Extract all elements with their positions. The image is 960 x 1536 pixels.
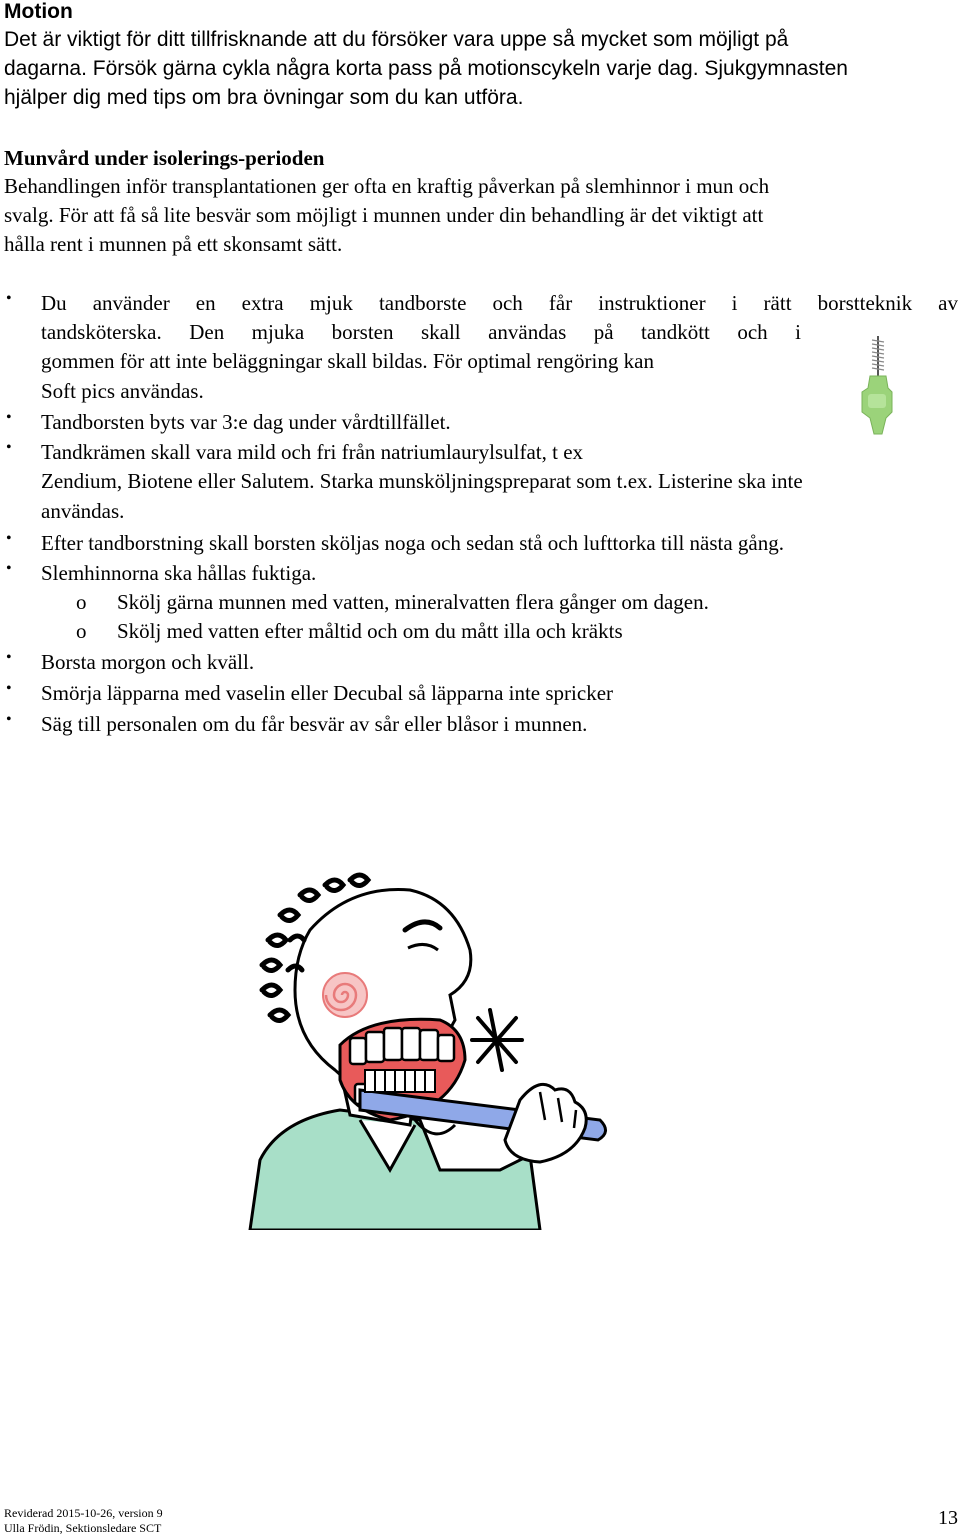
footer-revision: Reviderad 2015-10-26, version 9 xyxy=(4,1506,163,1520)
munvard-line-1: Behandlingen inför transplantationen ger ofta en kraftig påverkan på slemhinnor i mun och xyxy=(4,174,770,198)
bullet-3-line-1: Tandkrämen skall vara mild och fri från natriumlaurylsulfat, t ex xyxy=(41,440,584,464)
sub-marker: o xyxy=(76,619,87,643)
list-item xyxy=(0,560,960,586)
motion-line-2: dagarna. Försök gärna cykla några korta pass på motionscykeln varje dag. Sjukgymnasten xyxy=(4,57,848,80)
sub-item-1-text: Skölj gärna munnen med vatten, mineralvatten flera gånger om dagen. xyxy=(117,590,709,614)
bullet-marker: • xyxy=(6,290,12,307)
sub-list-item xyxy=(0,618,960,644)
bullet-5-text: Slemhinnorna ska hållas fuktiga. xyxy=(41,561,317,585)
bullet-marker: • xyxy=(6,711,12,728)
bullet-1-line-3: gommen för att inte beläggningar skall bildas. För optimal rengöring kan xyxy=(41,349,654,373)
munvard-line-3: hålla rent i munnen på ett skonsamt sätt. xyxy=(4,232,343,256)
sub-marker: o xyxy=(76,590,87,614)
munvard-heading: Munvård under isolerings-perioden xyxy=(4,146,325,170)
bullet-3-line-3: användas. xyxy=(41,499,125,523)
bullet-2-text: Tandborsten byts var 3:e dag under vårdtillfället. xyxy=(41,410,451,434)
bullet-marker: • xyxy=(6,530,12,547)
bullet-marker: • xyxy=(6,649,12,666)
motion-line-3: hjälper dig med tips om bra övningar som du kan utföra. xyxy=(4,86,524,109)
list-item xyxy=(0,530,960,556)
bullet-marker: • xyxy=(6,680,12,697)
list-item xyxy=(0,290,960,316)
list-item xyxy=(0,680,960,706)
brushing-teeth-illustration xyxy=(240,870,630,1230)
bullet-1-line-1: Du använder en extra mjuk tandborste och får instruktioner i rätt borstteknik av xyxy=(41,291,958,315)
bullet-3-line-2: Zendium, Biotene eller Salutem. Starka munsköljningspreparat som t.ex. Listerine ska inte xyxy=(41,469,803,493)
sub-list-item xyxy=(0,589,960,615)
page-number: 13 xyxy=(938,1507,958,1529)
bullet-marker: • xyxy=(6,439,12,456)
list-item xyxy=(0,439,960,465)
list-item xyxy=(0,711,960,737)
bullet-8-text: Säg till personalen om du får besvär av sår eller blåsor i munnen. xyxy=(41,712,588,736)
bullet-marker: • xyxy=(6,409,12,426)
bullet-6-text: Borsta morgon och kväll. xyxy=(41,650,255,674)
list-item xyxy=(0,649,960,675)
bullet-4-text: Efter tandborstning skall borsten sköljas noga och sedan stå och lufttorka till nästa gång. xyxy=(41,531,784,555)
bullet-1-line-4: Soft pics användas. xyxy=(41,379,204,403)
bullet-7-text: Smörja läpparna med vaselin eller Decubal så läpparna inte spricker xyxy=(41,681,614,705)
motion-line-1: Det är viktigt för ditt tillfrisknande att du försöker vara uppe så mycket som möjligt på xyxy=(4,28,789,51)
footer-author: Ulla Frödin, Sektionsledare SCT xyxy=(4,1521,162,1535)
motion-heading: Motion xyxy=(4,0,73,23)
bullet-marker: • xyxy=(6,560,12,577)
munvard-line-2: svalg. För att få så lite besvär som möjligt i munnen under din behandling är det viktigt att xyxy=(4,203,764,227)
sub-item-2-text: Skölj med vatten efter måltid och om du mått illa och kräkts xyxy=(117,619,623,643)
list-item xyxy=(0,409,960,435)
bullet-1-line-2: tandsköterska. Den mjuka borsten skall användas på tandkött och i xyxy=(41,320,801,344)
